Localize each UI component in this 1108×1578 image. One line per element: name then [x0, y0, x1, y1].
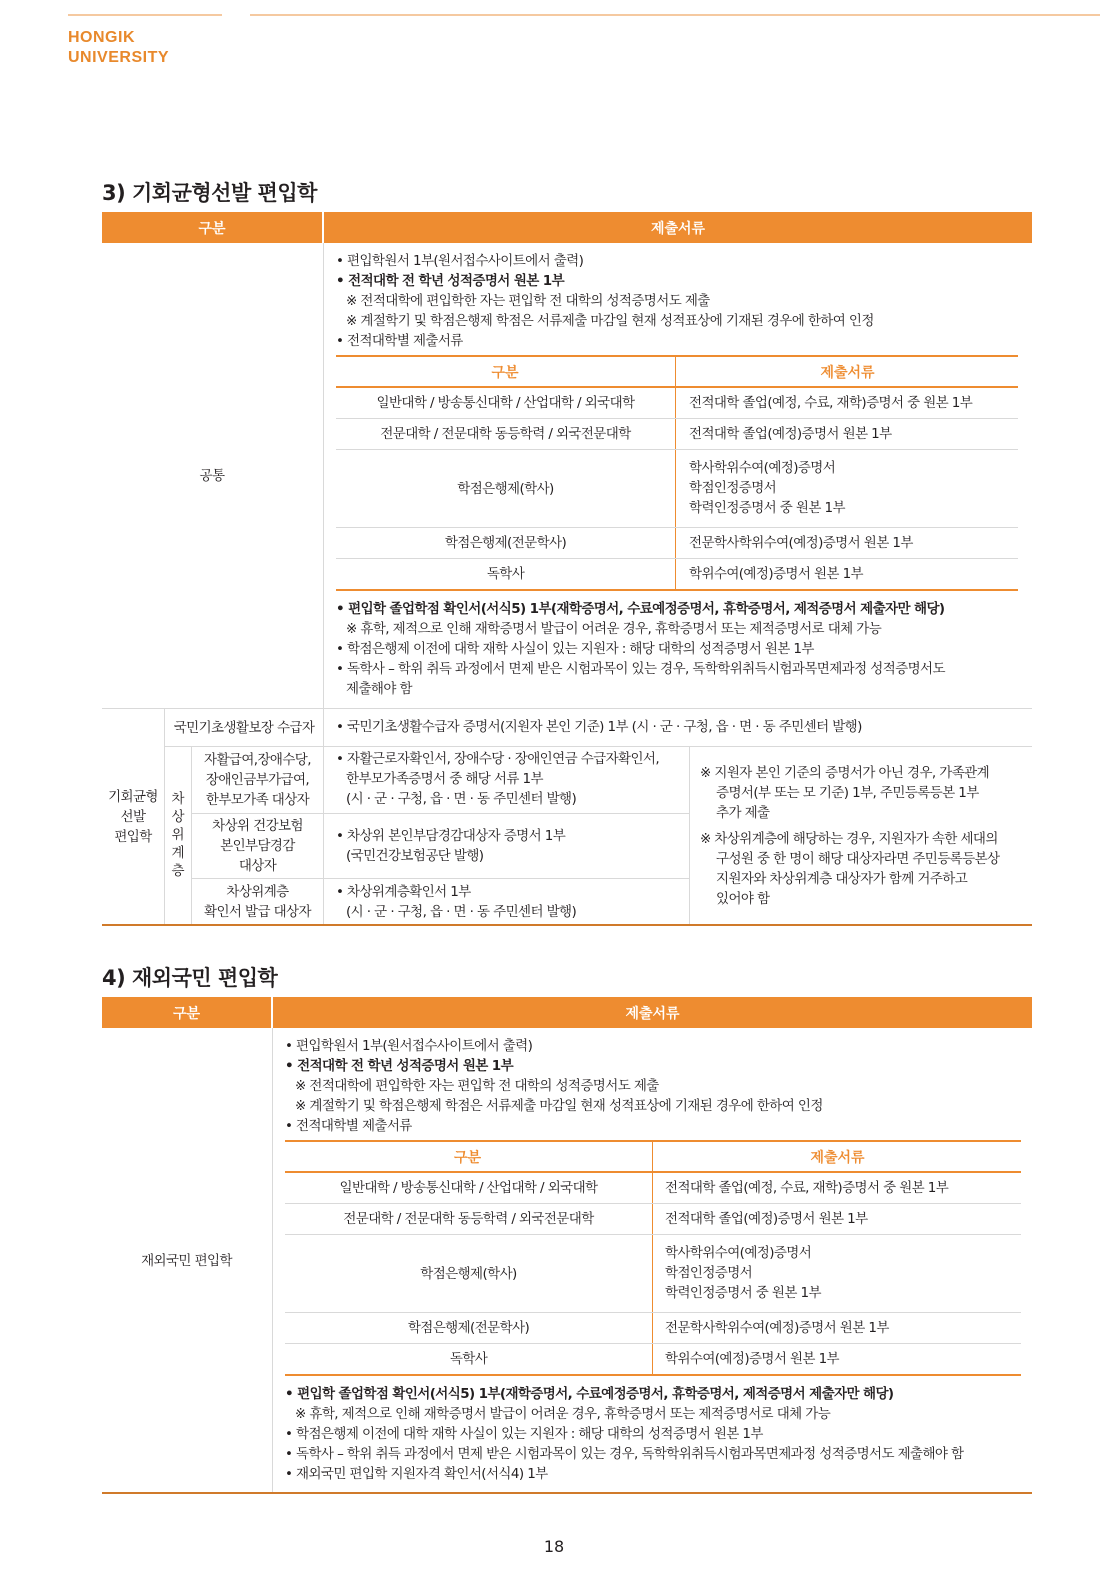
s3-note-vrule [689, 747, 690, 925]
s3-np-cat-3: 차상위계층 확인서 발급 대상자 [204, 883, 311, 920]
s3-inner-bottom-rule [336, 589, 1018, 591]
doc-line: • 전적대학별 제출서류 [336, 333, 463, 349]
doc-line: ※ 계절학기 및 학점은행제 학점은 서류제출 마감일 현재 성적표상에 기재된 경우에 한하여 인정 [346, 313, 874, 329]
doc-line: • 편입학원서 1부(원서접수사이트에서 출력) [336, 253, 584, 269]
doc-line: • 편입학원서 1부(원서접수사이트에서 출력) [285, 1038, 533, 1054]
s3-balance-label: 기회균형 선발 편입학 [108, 789, 158, 845]
s3-inner-header-category: 구분 [491, 364, 519, 381]
s3-note: ※ 지원자 본인 기준의 증명서가 아닌 경우, 가족관계 증명서(부 또는 모 기준) 1부, 주민등록등본 1부 추가 제출 ※ 차상위계층에 해당하는 경우, 지원자가 속한 세대의 구성원 중 한 명이 해당 대상자라면 주민등록등본상 지원자와 차상위계층 대상자가 함께 거주하고 있어야 함 [700, 765, 1000, 907]
header-rule-right [250, 14, 1100, 16]
s3-docs-bottom [336, 599, 1026, 699]
s3-np-cat-1: 자활급여,장애수당, 장애인금부가급여, 한부모가족 대상자 [204, 752, 311, 808]
s4-header-docs: 제출서류 [273, 997, 1032, 1028]
s3-inner-doc-4: 전문학사학위수여(예정)증명서 원본 1부 [689, 535, 913, 551]
header-rule-left [68, 14, 222, 16]
page-number: 18 [543, 1537, 565, 1556]
s3-np-doc-1: • 자활근로자확인서, 장애수당 · 장애인연금 수급자확인서, 한부모가족증명서 중 해당 서류 1부 (시 · 군 · 구청, 읍 · 면 · 동 주민센터 발행) [336, 751, 660, 807]
s4-header-category: 구분 [102, 997, 271, 1028]
doc-line: ※ 계절학기 및 학점은행제 학점은 서류제출 마감일 현재 성적표상에 기재된 경우에 한하여 인정 [295, 1098, 823, 1114]
s4-inner-doc-1: 전적대학 졸업(예정, 수료, 재학)증명서 중 원본 1부 [665, 1180, 949, 1196]
s4-inner-cat-2: 전문대학 / 전문대학 동등학력 / 외국전문대학 [343, 1211, 594, 1227]
doc-line: • 재외국민 편입학 지원자격 확인서(서식4) 1부 [285, 1466, 548, 1482]
s4-inner-doc-2: 전적대학 졸업(예정)증명서 원본 1부 [665, 1211, 868, 1227]
s4-inner-doc-3: 학사학위수여(예정)증명서 학점인정증명서 학력인정증명서 중 원본 1부 [665, 1245, 821, 1301]
s3-inner-doc-1: 전적대학 졸업(예정, 수료, 재학)증명서 중 원본 1부 [689, 395, 973, 411]
s3-inner-cat-3: 학점은행제(학사) [457, 480, 554, 497]
brand-line1: HONGIK [68, 29, 135, 46]
s3-nbls-label: 국민기초생활보장 수급자 [173, 719, 315, 736]
s3-np-cat-2: 차상위 건강보험 본인부담경감 대상자 [212, 818, 303, 874]
s3-inner-doc-3: 학사학위수여(예정)증명서 학점인정증명서 학력인정증명서 중 원본 1부 [689, 460, 845, 516]
s3-bottom-rule [102, 924, 1032, 926]
s3-header-docs: 제출서류 [324, 212, 1032, 243]
doc-line: ※ 전적대학에 편입학한 자는 편입학 전 대학의 성적증명서도 제출 [295, 1078, 659, 1094]
doc-line: • 전적대학 전 학년 성적증명서 원본 1부 [336, 273, 565, 289]
doc-line: • 독학사 – 학위 취득 과정에서 면제 받은 시험과목이 있는 경우, 독학학위취득시험과목면제과정 성적증명서도 제출해야 함 [285, 1446, 964, 1462]
s4-inner-bottom-rule [285, 1374, 1021, 1376]
brand-line2: UNIVERSITY [68, 49, 170, 66]
university-logo [68, 28, 169, 68]
s4-bottom-rule [102, 1492, 1032, 1494]
s4-label: 재외국민 편입학 [141, 1252, 232, 1269]
s3-nbls-doc: • 국민기초생활수급자 증명서(지원자 본인 기준) 1부 (시 · 군 · 구청, 읍 · 면 · 동 주민센터 발행) [336, 719, 862, 735]
doc-line: • 전적대학별 제출서류 [285, 1118, 412, 1134]
s4-inner-cat-4: 학점은행제(전문학사) [407, 1320, 530, 1336]
s3-inner-vrule [675, 357, 676, 589]
s4-docs-top [285, 1036, 1025, 1136]
doc-line: ※ 휴학, 제적으로 인해 재학증명서 발급이 어려운 경우, 휴학증명서 또는 제적증명서로 대체 가능 [295, 1406, 831, 1422]
s3-near-poor-label: 차 상 위 계 층 [171, 791, 185, 879]
doc-line: ※ 휴학, 제적으로 인해 재학증명서 발급이 어려운 경우, 휴학증명서 또는 제적증명서로 대체 가능 [346, 621, 882, 637]
s4-docs-bottom [285, 1384, 1025, 1484]
s4-inner-doc-4: 전문학사학위수여(예정)증명서 원본 1부 [665, 1320, 889, 1336]
doc-line: • 전적대학 전 학년 성적증명서 원본 1부 [285, 1058, 514, 1074]
s3-inner-cat-5: 독학사 [486, 566, 525, 582]
s4-inner-cat-3: 학점은행제(학사) [420, 1265, 517, 1282]
s4-inner-cat-5: 독학사 [449, 1351, 488, 1367]
section3-title: 3) 기회균형선발 편입학 [102, 181, 317, 205]
s3-common-label: 공통 [199, 467, 225, 484]
s3-inner-cat-1: 일반대학 / 방송통신대학 / 산업대학 / 외국대학 [376, 395, 635, 411]
s4-inner-doc-5: 학위수여(예정)증명서 원본 1부 [665, 1351, 839, 1367]
section4-title: 4) 재외국민 편입학 [102, 966, 278, 990]
s3-docs-top [336, 251, 1026, 351]
s3-inner-doc-5: 학위수여(예정)증명서 원본 1부 [689, 566, 863, 582]
s4-inner-header-docs: 제출서류 [810, 1149, 865, 1166]
s3-inner-header-docs: 제출서류 [820, 364, 875, 381]
s4-inner-cat-1: 일반대학 / 방송통신대학 / 산업대학 / 외국대학 [339, 1180, 598, 1196]
doc-line: • 학점은행제 이전에 대학 재학 사실이 있는 지원자 : 해당 대학의 성적증명서 원본 1부 [336, 641, 814, 657]
s3-inner-doc-2: 전적대학 졸업(예정)증명서 원본 1부 [689, 426, 892, 442]
s3-header-category: 구분 [102, 212, 322, 243]
s4-inner-vrule [652, 1142, 653, 1374]
s3-np-doc-3: • 차상위계층확인서 1부 (시 · 군 · 구청, 읍 · 면 · 동 주민센터 발행) [336, 884, 577, 920]
s3-inner-cat-4: 학점은행제(전문학사) [444, 535, 567, 551]
s3-np-doc-2: • 차상위 본인부담경감대상자 증명서 1부 (국민건강보험공단 발행) [336, 828, 566, 864]
doc-line: • 학점은행제 이전에 대학 재학 사실이 있는 지원자 : 해당 대학의 성적증명서 원본 1부 [285, 1426, 763, 1442]
doc-line: • 편입학 졸업학점 확인서(서식5) 1부(재학증명서, 수료예정증명서, 휴학증명서, 제적증명서 제출자만 해당) [285, 1386, 894, 1402]
s4-divider [272, 1028, 273, 1493]
s3-divider [323, 243, 324, 925]
doc-line: ※ 전적대학에 편입학한 자는 편입학 전 대학의 성적증명서도 제출 [346, 293, 710, 309]
doc-line: 제출해야 함 [346, 681, 412, 697]
s4-inner-header-category: 구분 [453, 1149, 482, 1166]
s3-inner-cat-2: 전문대학 / 전문대학 동등학력 / 외국전문대학 [380, 426, 631, 442]
doc-line: • 편입학 졸업학점 확인서(서식5) 1부(재학증명서, 수료예정증명서, 휴학증명서, 제적증명서 제출자만 해당) [336, 601, 945, 617]
doc-line: • 독학사 – 학위 취득 과정에서 면제 받은 시험과목이 있는 경우, 독학학위취득시험과목면제과정 성적증명서도 [336, 661, 945, 677]
